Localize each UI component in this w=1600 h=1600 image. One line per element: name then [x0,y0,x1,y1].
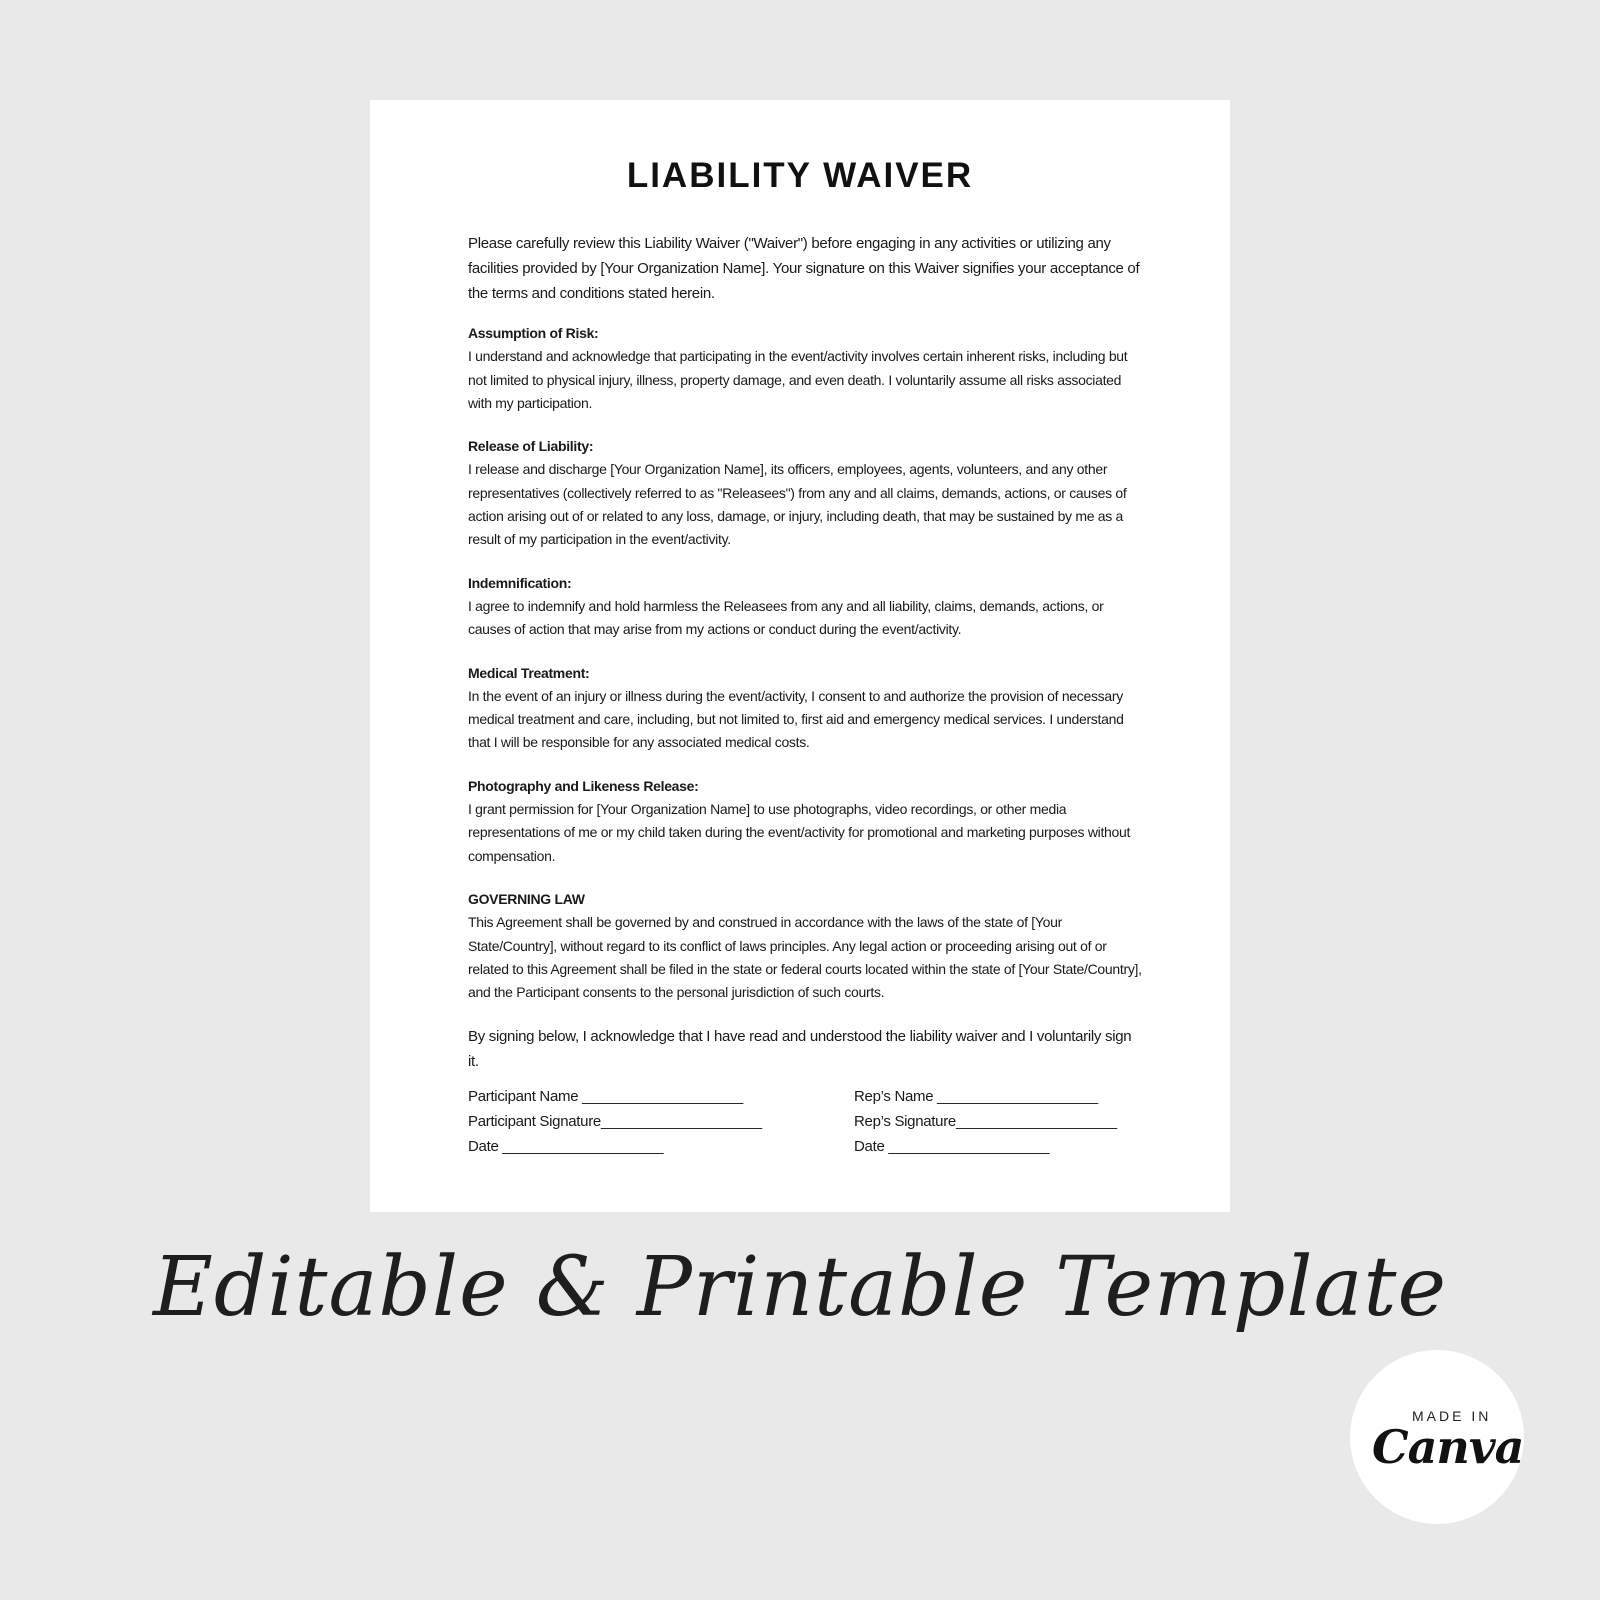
section-body: I agree to indemnify and hold harmless the Releasees from any and all liability, claims, demands, actions, or causes of action that may arise from my actions or conduct during the event/activity. [468,597,1104,638]
section-photography-release [468,775,1144,868]
section-heading: GOVERNING LAW [468,890,585,907]
signature-block [468,1084,1144,1159]
rep-signature-line: Rep’s Signature____________________ [854,1113,1117,1131]
intro-paragraph: Please carefully review this Liability Waiver ("Waiver") before engaging in any activities or utilizing any facilities provided by [Your Organization Name]. Your signature on this Waiver signifies your acceptance of the terms and conditions stated herein. [468,235,1140,302]
section-heading: Indemnification: [468,574,572,591]
section-body: I grant permission for [Your Organization Name] to use photographs, video recordings, or other media representations of me or my child taken during the event/activity for promotional and marketing purposes without compensation. [468,801,1131,864]
section-body: I understand and acknowledge that participating in the event/activity involves certain inherent risks, including but not limited to physical injury, illness, property damage, and even death. I voluntarily assume all risks associated with my participation. [468,348,1128,411]
rep-signature-column [854,1084,1144,1159]
section-medical-treatment [468,662,1144,755]
section-heading: Release of Liability: [468,438,594,455]
section-indemnification [468,572,1144,642]
rep-date-line: Date ____________________ [854,1138,1050,1156]
section-body: This Agreement shall be governed by and construed in accordance with the laws of the state of [Your State/Country], without regard to its conflict of laws principles. Any legal action or proceeding arising out of or related to this Agreement shall be filed in the state or federal courts located within the state of [Your State/Country], and the Participant consents to the personal jurisdiction of such courts. [468,914,1142,1001]
badge-made-in-text: MADE IN [1412,1408,1492,1424]
participant-date-line: Date ____________________ [468,1138,664,1156]
closing-statement: By signing below, I acknowledge that I have read and understood the liability waiver and I voluntarily sign it. [468,1028,1132,1071]
participant-name-line: Participant Name ____________________ [468,1088,743,1106]
document-title: LIABILITY WAIVER [626,156,974,195]
section-release-of-liability [468,435,1144,551]
section-heading: Photography and Likeness Release: [468,777,699,794]
section-body: In the event of an injury or illness during the event/activity, I consent to and authorize the provision of necessary medical treatment and care, including, but not limited to, first aid and emergency medical services. I understand that I will be responsible for any associated medical costs. [468,687,1124,751]
document-page [370,100,1230,1212]
section-assumption-of-risk [468,322,1144,415]
made-in-canva-badge [1350,1350,1524,1524]
section-heading: Medical Treatment: [468,664,590,681]
tagline: Editable & Printable Template [152,1240,1448,1335]
canva-logo: Canva [1372,1420,1524,1474]
section-heading: Assumption of Risk: [468,325,599,341]
document-content [468,231,1144,1159]
section-body: I release and discharge [Your Organization Name], its officers, employees, agents, volunteers, and any other representatives (collectively referred to as "Releasees") from any and all claims, demands, actions, or causes of action arising out of or related to any loss, damage, or injury, including death, that may be sustained by me as a result of my participation in the event/activity. [468,461,1127,548]
section-governing-law [468,888,1144,1004]
participant-signature-column [468,1084,788,1159]
rep-name-line: Rep’s Name ____________________ [854,1088,1098,1106]
participant-signature-line: Participant Signature____________________ [468,1113,762,1131]
